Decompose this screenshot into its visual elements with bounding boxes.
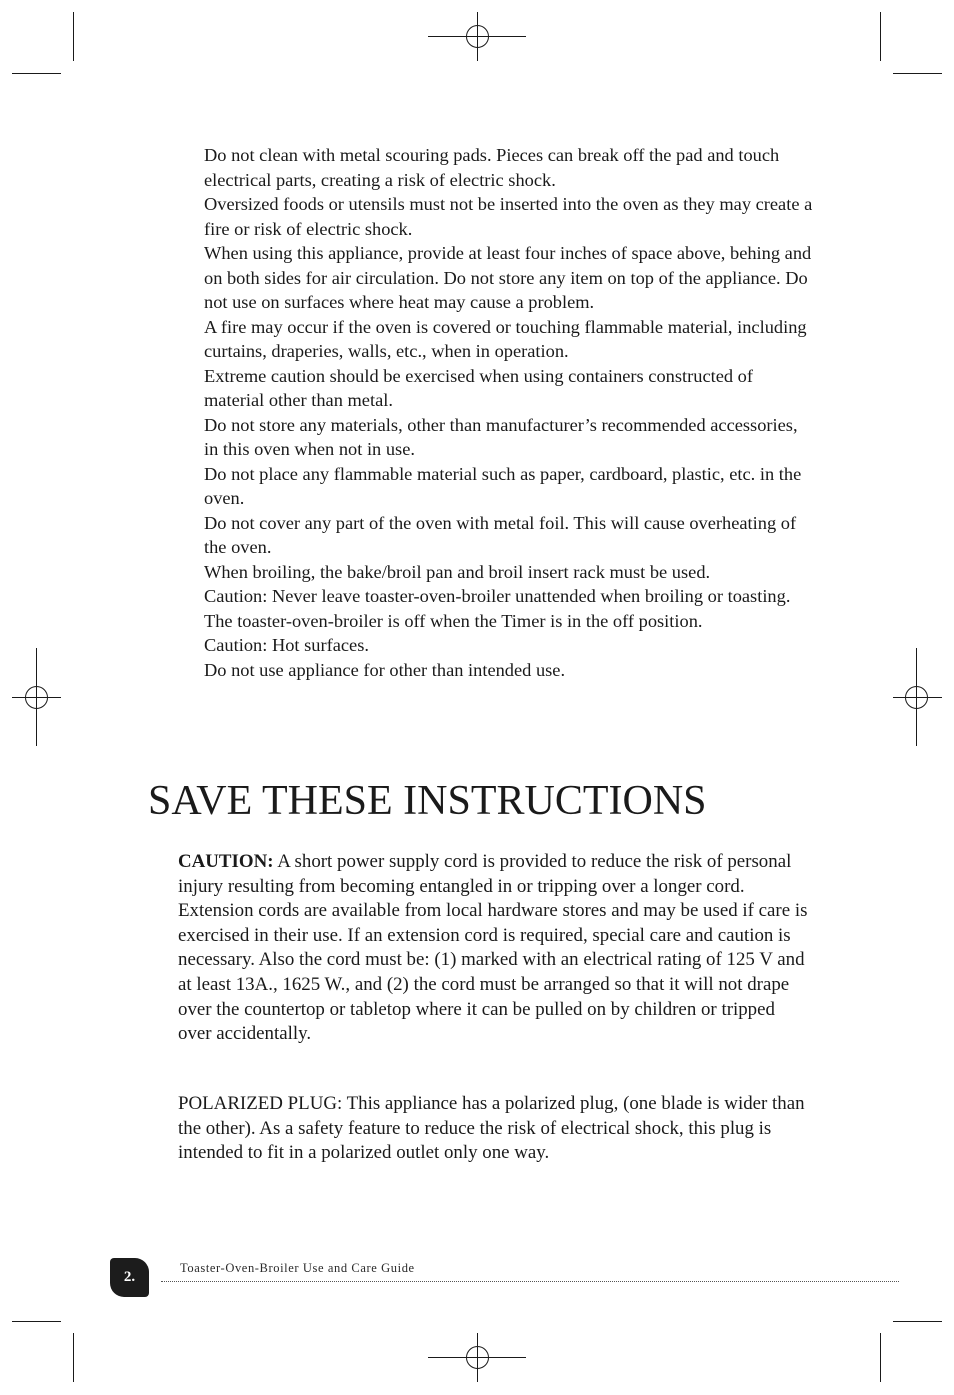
instruction-item: Do not use appliance for other than intended use. — [204, 659, 566, 680]
instruction-item: A fire may occur if the oven is covered or touching flammable material, including curtains, draperies, walls, etc., when in operation. — [204, 316, 807, 361]
registration-mark-bottom — [428, 1333, 526, 1382]
instruction-item: Do not store any materials, other than manufacturer’s recommended accessories, in this oven when not in use. — [204, 414, 798, 459]
registration-mark-top — [428, 12, 526, 61]
instruction-item: When broiling, the bake/broil pan and broil insert rack must be used. — [204, 561, 711, 582]
polarized-plug-paragraph: POLARIZED PLUG: This appliance has a polarized plug, (one blade is wider than the other). As a safety feature to reduce the risk of electrical shock, this plug is intended to fit in a polarized outlet only one way. — [178, 1093, 805, 1164]
footer-dotted-rule — [161, 1281, 899, 1282]
instruction-item: The toaster-oven-broiler is off when the Timer is in the off position. — [204, 610, 703, 631]
instruction-item: When using this appliance, provide at least four inches of space above, behing and on both sides for air circulation. Do not store any item on top of the appliance. Do not use on surfaces where heat may cause a problem. — [204, 243, 812, 312]
instruction-item: Extreme caution should be exercised when using containers constructed of material other than metal. — [204, 365, 753, 410]
caution-label: CAUTION: — [178, 851, 274, 872]
safety-instructions-list — [204, 143, 814, 682]
registration-mark-right — [893, 648, 942, 746]
registration-mark-left — [12, 648, 61, 746]
instruction-item: Caution: Never leave toaster-oven-broiler unattended when broiling or toasting. — [204, 586, 791, 606]
instruction-item: Do not clean with metal scouring pads. Pieces can break off the pad and touch electrical parts, creating a risk of electric shock. — [204, 145, 780, 190]
caution-paragraph — [178, 850, 810, 1047]
caution-text: A short power supply cord is provided to reduce the risk of personal injury resulting from becoming entangled in or tripping over a longer cord. Extension cords are available from local hardware stores and may be used if care is exercised in their use. If an extension cord is required, special care and caution is necessary. Also the cord must be: (1) marked with an electrical rating of 125 V and at least 13A., 1625 W., and (2) the cord must be arranged so that it will not drape over the countertop or tabletop where it can be pulled on by children or tripped over accidentally. — [178, 851, 808, 1045]
save-instructions-heading: SAVE THESE INSTRUCTIONS — [148, 778, 707, 824]
footer-guide-title: Toaster-Oven-Broiler Use and Care Guide — [180, 1261, 415, 1275]
instruction-item: Oversized foods or utensils must not be inserted into the oven as they may create a fire or risk of electric shock. — [204, 194, 813, 239]
instruction-item: Do not place any flammable material such as paper, cardboard, plastic, etc. in the oven. — [204, 463, 802, 508]
page-number-badge: 2. — [110, 1258, 149, 1297]
instruction-item: Caution: Hot surfaces. — [204, 635, 369, 655]
instruction-item: Do not cover any part of the oven with metal foil. This will cause overheating of the oven. — [204, 512, 797, 557]
